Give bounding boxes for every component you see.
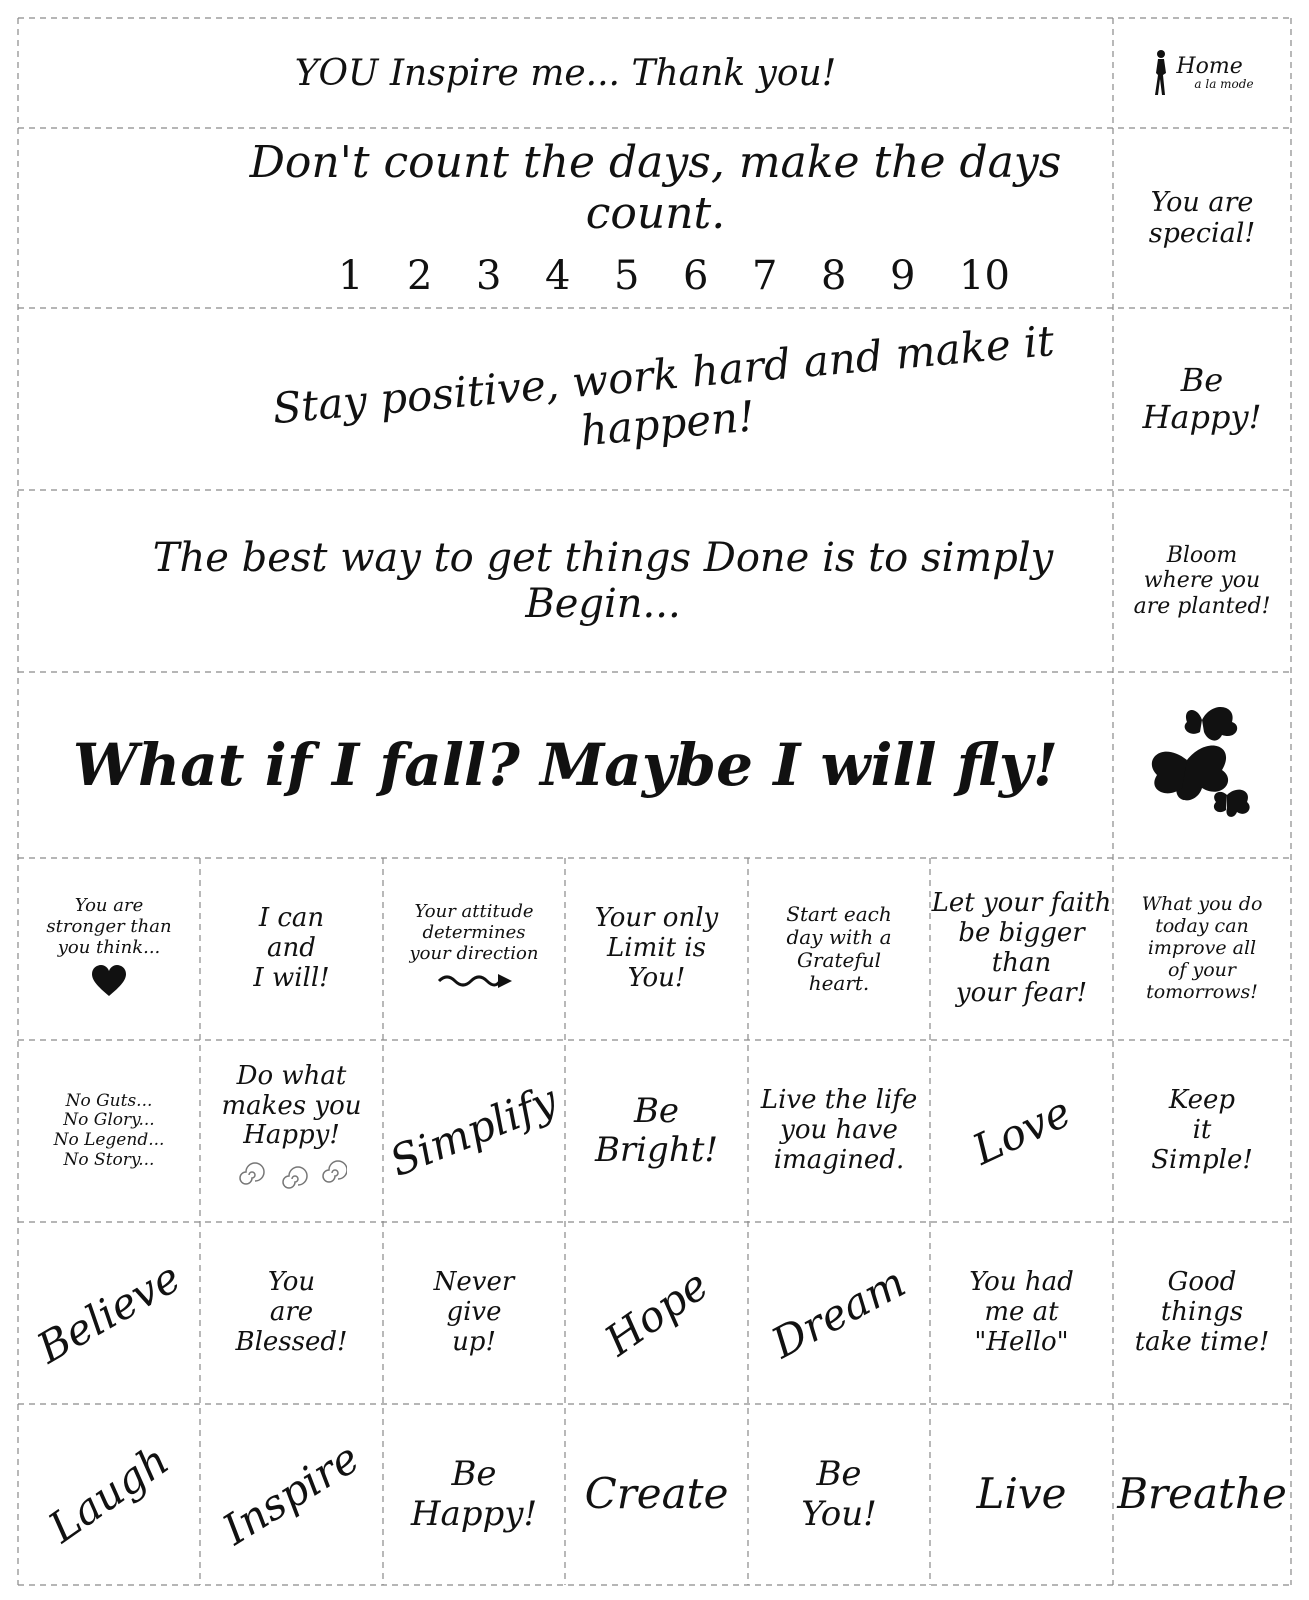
tag-line: are planted! bbox=[1133, 593, 1271, 619]
tag-line: up! bbox=[452, 1326, 496, 1357]
tag-line: your direction bbox=[409, 942, 539, 964]
small-tag bbox=[200, 1404, 383, 1585]
small-tag bbox=[1113, 1404, 1291, 1585]
small-tag bbox=[200, 1222, 383, 1404]
day-number: 1 bbox=[338, 253, 364, 299]
tag-butterflies bbox=[1113, 672, 1291, 858]
tag-line: Create bbox=[584, 1469, 729, 1519]
small-tag bbox=[930, 1404, 1113, 1585]
small-tag bbox=[200, 1040, 383, 1222]
day-number: 7 bbox=[752, 253, 778, 299]
tag-line: heart. bbox=[808, 971, 870, 995]
tag-line: "Hello" bbox=[974, 1326, 1069, 1357]
tag-line: you think... bbox=[57, 936, 161, 958]
tag-line: makes you bbox=[221, 1090, 362, 1121]
tag-line: Keep bbox=[1168, 1085, 1236, 1116]
tag-line: I can bbox=[258, 903, 325, 934]
small-tag bbox=[1113, 1222, 1291, 1404]
tag-line: improve all bbox=[1147, 937, 1257, 960]
small-tag bbox=[748, 1040, 930, 1222]
tag-line: special! bbox=[1148, 218, 1256, 249]
tag-line: Bright! bbox=[594, 1130, 719, 1170]
banner-inspire-text: YOU Inspire me... Thank you! bbox=[294, 52, 837, 94]
small-tag bbox=[18, 1040, 200, 1222]
banner-fall-fly bbox=[18, 672, 1113, 858]
tag-line: Grateful bbox=[796, 948, 881, 972]
tag-line: your fear! bbox=[955, 977, 1088, 1008]
day-number: 10 bbox=[959, 253, 1010, 299]
tag-line: Happy! bbox=[410, 1493, 538, 1534]
small-tag bbox=[748, 1222, 930, 1404]
banner-best-way-text: The best way to get things Done is to simply Begin... bbox=[152, 535, 1054, 627]
tag-line: Good bbox=[1167, 1267, 1237, 1298]
banner-count-days-text: Don't count the days, make the days count. bbox=[249, 137, 1062, 239]
tag-line: Happy! bbox=[1142, 398, 1262, 436]
tag-line: Never bbox=[433, 1267, 515, 1298]
logo-title: Home bbox=[1176, 54, 1243, 79]
small-tag bbox=[748, 1404, 930, 1585]
tag-line: No Story... bbox=[63, 1149, 155, 1170]
tag-line: I will! bbox=[253, 962, 330, 993]
small-tag bbox=[565, 1040, 748, 1222]
tag-line: Bloom bbox=[1166, 543, 1238, 569]
logo-subtitle: a la mode bbox=[1194, 77, 1254, 91]
tag-line: Limit is bbox=[607, 933, 706, 964]
tag-line: give bbox=[446, 1297, 502, 1328]
tag-line: Be bbox=[816, 1454, 862, 1495]
small-tag bbox=[565, 1404, 748, 1585]
tag-line: Happy! bbox=[243, 1120, 340, 1151]
small-tag bbox=[930, 858, 1113, 1040]
tag-be-happy bbox=[1113, 308, 1291, 490]
tag-line: determines bbox=[422, 922, 526, 944]
tag-line: You are bbox=[1150, 186, 1254, 218]
tag-line: where you bbox=[1143, 568, 1261, 594]
day-number: 2 bbox=[407, 253, 433, 299]
small-tag bbox=[383, 858, 565, 1040]
brand-logo bbox=[1113, 18, 1291, 128]
tag-line: things bbox=[1160, 1297, 1244, 1328]
small-tag bbox=[18, 1222, 200, 1404]
wavy-arrow-icon bbox=[434, 971, 514, 996]
banner-best-way bbox=[18, 490, 1113, 672]
day-number-row bbox=[338, 253, 1028, 299]
tag-line: Start each bbox=[786, 902, 892, 926]
butterflies-icon bbox=[1142, 700, 1262, 830]
silhouette-icon bbox=[1150, 49, 1172, 97]
tag-line: Simplify bbox=[383, 1074, 565, 1186]
tag-line: today can bbox=[1155, 915, 1249, 938]
heart-icon bbox=[92, 965, 126, 1002]
tag-line: You had bbox=[969, 1267, 1074, 1298]
tag-line: Breathe bbox=[1117, 1469, 1287, 1519]
day-number: 6 bbox=[683, 253, 709, 299]
tag-line: No Guts... bbox=[65, 1090, 153, 1111]
small-tag bbox=[383, 1040, 565, 1222]
tag-line: Live the life bbox=[760, 1085, 918, 1116]
day-number: 3 bbox=[476, 253, 502, 299]
tag-line: No Glory... bbox=[63, 1110, 155, 1131]
tag-line: imagined. bbox=[773, 1144, 905, 1175]
day-number: 4 bbox=[545, 253, 571, 299]
day-number: 8 bbox=[821, 253, 847, 299]
small-tag bbox=[930, 1040, 1113, 1222]
tag-bloom bbox=[1113, 490, 1291, 672]
small-tag bbox=[18, 1404, 200, 1585]
small-tag bbox=[1113, 1040, 1291, 1222]
tag-line: and bbox=[267, 933, 316, 964]
tag-line: Laugh bbox=[39, 1435, 178, 1553]
tag-line: You are bbox=[74, 895, 144, 917]
tag-line: Your only bbox=[594, 903, 719, 934]
tag-line: Blessed! bbox=[235, 1326, 348, 1357]
tag-line: Live bbox=[976, 1469, 1067, 1519]
banner-stay-positive-text: Stay positive, work hard and make it happen! bbox=[270, 316, 1057, 456]
tag-line: be bigger than bbox=[958, 918, 1085, 978]
tag-you-are-special bbox=[1113, 128, 1291, 308]
tag-line: tomorrows! bbox=[1146, 980, 1258, 1003]
day-number: 9 bbox=[890, 253, 916, 299]
tag-line: No Legend... bbox=[53, 1130, 165, 1150]
tag-line: are bbox=[269, 1297, 314, 1328]
tag-line: of your bbox=[1167, 958, 1236, 981]
tag-line: me at bbox=[984, 1297, 1059, 1328]
tag-line: Be bbox=[451, 1454, 497, 1495]
small-tag bbox=[565, 1222, 748, 1404]
tag-line: Be bbox=[1180, 361, 1224, 400]
day-number: 5 bbox=[614, 253, 640, 299]
small-tag bbox=[18, 858, 200, 1040]
tag-line: Dream bbox=[763, 1257, 914, 1368]
tag-line: Simple! bbox=[1151, 1144, 1253, 1175]
small-tag bbox=[565, 858, 748, 1040]
small-tag bbox=[200, 858, 383, 1040]
tag-line: Your attitude bbox=[414, 901, 534, 923]
tag-line: What you do bbox=[1141, 893, 1263, 916]
small-tag bbox=[383, 1404, 565, 1585]
banner-count-days bbox=[18, 128, 1113, 308]
tag-line: You! bbox=[801, 1493, 877, 1534]
tag-line: day with a bbox=[786, 925, 892, 949]
tag-line: Inspire bbox=[214, 1433, 368, 1555]
tag-line: take time! bbox=[1134, 1326, 1270, 1357]
tag-line: Do what bbox=[236, 1060, 347, 1091]
tag-line: Believe bbox=[28, 1252, 189, 1373]
banner-stay-positive bbox=[18, 308, 1113, 490]
small-tag bbox=[748, 858, 930, 1040]
tag-line: you have bbox=[780, 1115, 898, 1146]
tag-line: You bbox=[267, 1267, 316, 1298]
tag-line: You! bbox=[627, 962, 686, 993]
banner-inspire bbox=[18, 18, 1113, 128]
tag-line: stronger than bbox=[46, 916, 172, 938]
small-tag bbox=[1113, 858, 1291, 1040]
swirls-icon bbox=[237, 1157, 347, 1200]
banner-fall-fly-text: What if I fall? Maybe I will fly! bbox=[72, 731, 1059, 799]
tag-line: Hope bbox=[595, 1259, 717, 1366]
small-tag bbox=[930, 1222, 1113, 1404]
small-tag bbox=[383, 1222, 565, 1404]
tag-line: Let your faith bbox=[931, 888, 1112, 919]
tag-line: Be bbox=[633, 1090, 680, 1131]
tag-line: it bbox=[1192, 1115, 1212, 1146]
tag-line: Love bbox=[964, 1086, 1078, 1175]
